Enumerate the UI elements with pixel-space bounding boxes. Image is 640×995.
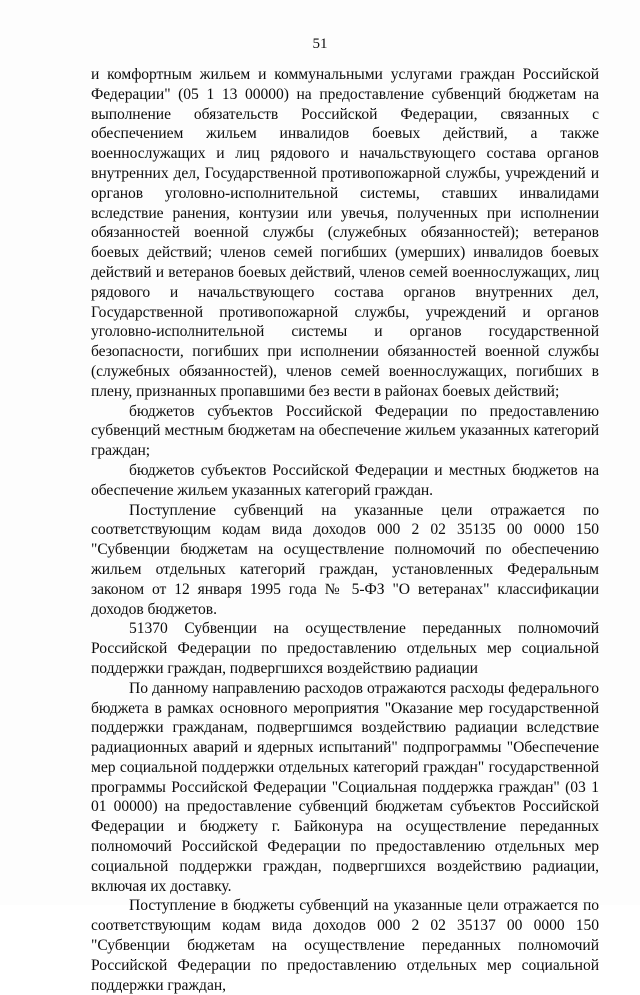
paragraph-3: бюджетов субъектов Российской Федерации и местных бюджетов на обеспечение жильем указанных категорий граждан.	[91, 461, 599, 499]
body-text	[91, 65, 599, 995]
paragraph-2: бюджетов субъектов Российской Федерации по предоставлению субвенций местным бюджетам на обеспечение жильем указанных категорий граждан;	[91, 402, 599, 460]
paragraph-7: Поступление в бюджеты субвенций на указанные цели отражается по соответствующим кодам вида доходов 000 2 02 35137 00 0000 150 "Субвенции бюджетам на осуществление переданных полномочий Российской Федерации по предоставлению отдельных мер социальной поддержки граждан,	[91, 897, 599, 994]
paragraph-6: По данному направлению расходов отражаются расходы федерального бюджета в рамках основного мероприятия "Оказание мер государственной поддержки гражданам, подвергшимся воздействию радиации вследствие радиационных аварий и ядерных испытаний" подпрограммы "Обеспечение мер социальной поддержки отдельных категорий граждан" государственной программы Российской Федерации "Социальная поддержка граждан" (03 1 01 00000) на предоставление субвенций бюджетам субъектов Российской Федерации и бюджету г. Байконура на осуществление переданных полномочий Российской Федерации по предоставлению отдельных мер социальной поддержки граждан, подвергшихся воздействию радиации, включая их доставку.	[91, 679, 599, 895]
paragraph-4: Поступление субвенций на указанные цели отражается по соответствующим кодам вида доходов 000 2 02 35135 00 0000 150 "Субвенции бюджетам на осуществление полномочий по обеспечению жильем отдельных категорий граждан, установленных Федеральным законом от 12 января 1995 года № 5-ФЗ "О ветеранах" классификации доходов бюджетов.	[91, 501, 599, 618]
paragraph-5: 51370 Субвенции на осуществление переданных полномочий Российской Федерации по предоставлению отдельных мер социальной поддержки граждан, подвергшихся воздействию радиации	[91, 620, 599, 677]
page-number: 51	[312, 36, 328, 52]
paragraph-1: и комфортным жильем и коммунальными услугами граждан Российской Федерации" (05 1 13 00000) на предоставление субвенций бюджетам на выполнение обязательств Российской Федерации, связанных с обеспечением жильем инвалидов боевых действий, а также военнослужащих и лиц рядового и начальствующего состава органов внутренних дел, Государственной противопожарной службы, учреждений и органов уголовно-исполнительной системы, ставших инвалидами вследствие ранения, контузии или увечья, полученных при исполнении обязанностей военной службы (служебных обязанностей); ветеранов боевых действий; членов семей погибших (умерших) инвалидов боевых действий и ветеранов боевых действий, членов семей военнослужащих, лиц рядового и начальствующего состава органов внутренних дел, Государственной противопожарной службы, учреждений и органов уголовно-исполнительной системы и органов государственной безопасности, погибших при исполнении обязанностей военной службы (служебных обязанностей), членов семей военнослужащих, погибших в плену, признанных пропавшими без вести в районах боевых действий;	[91, 66, 599, 400]
